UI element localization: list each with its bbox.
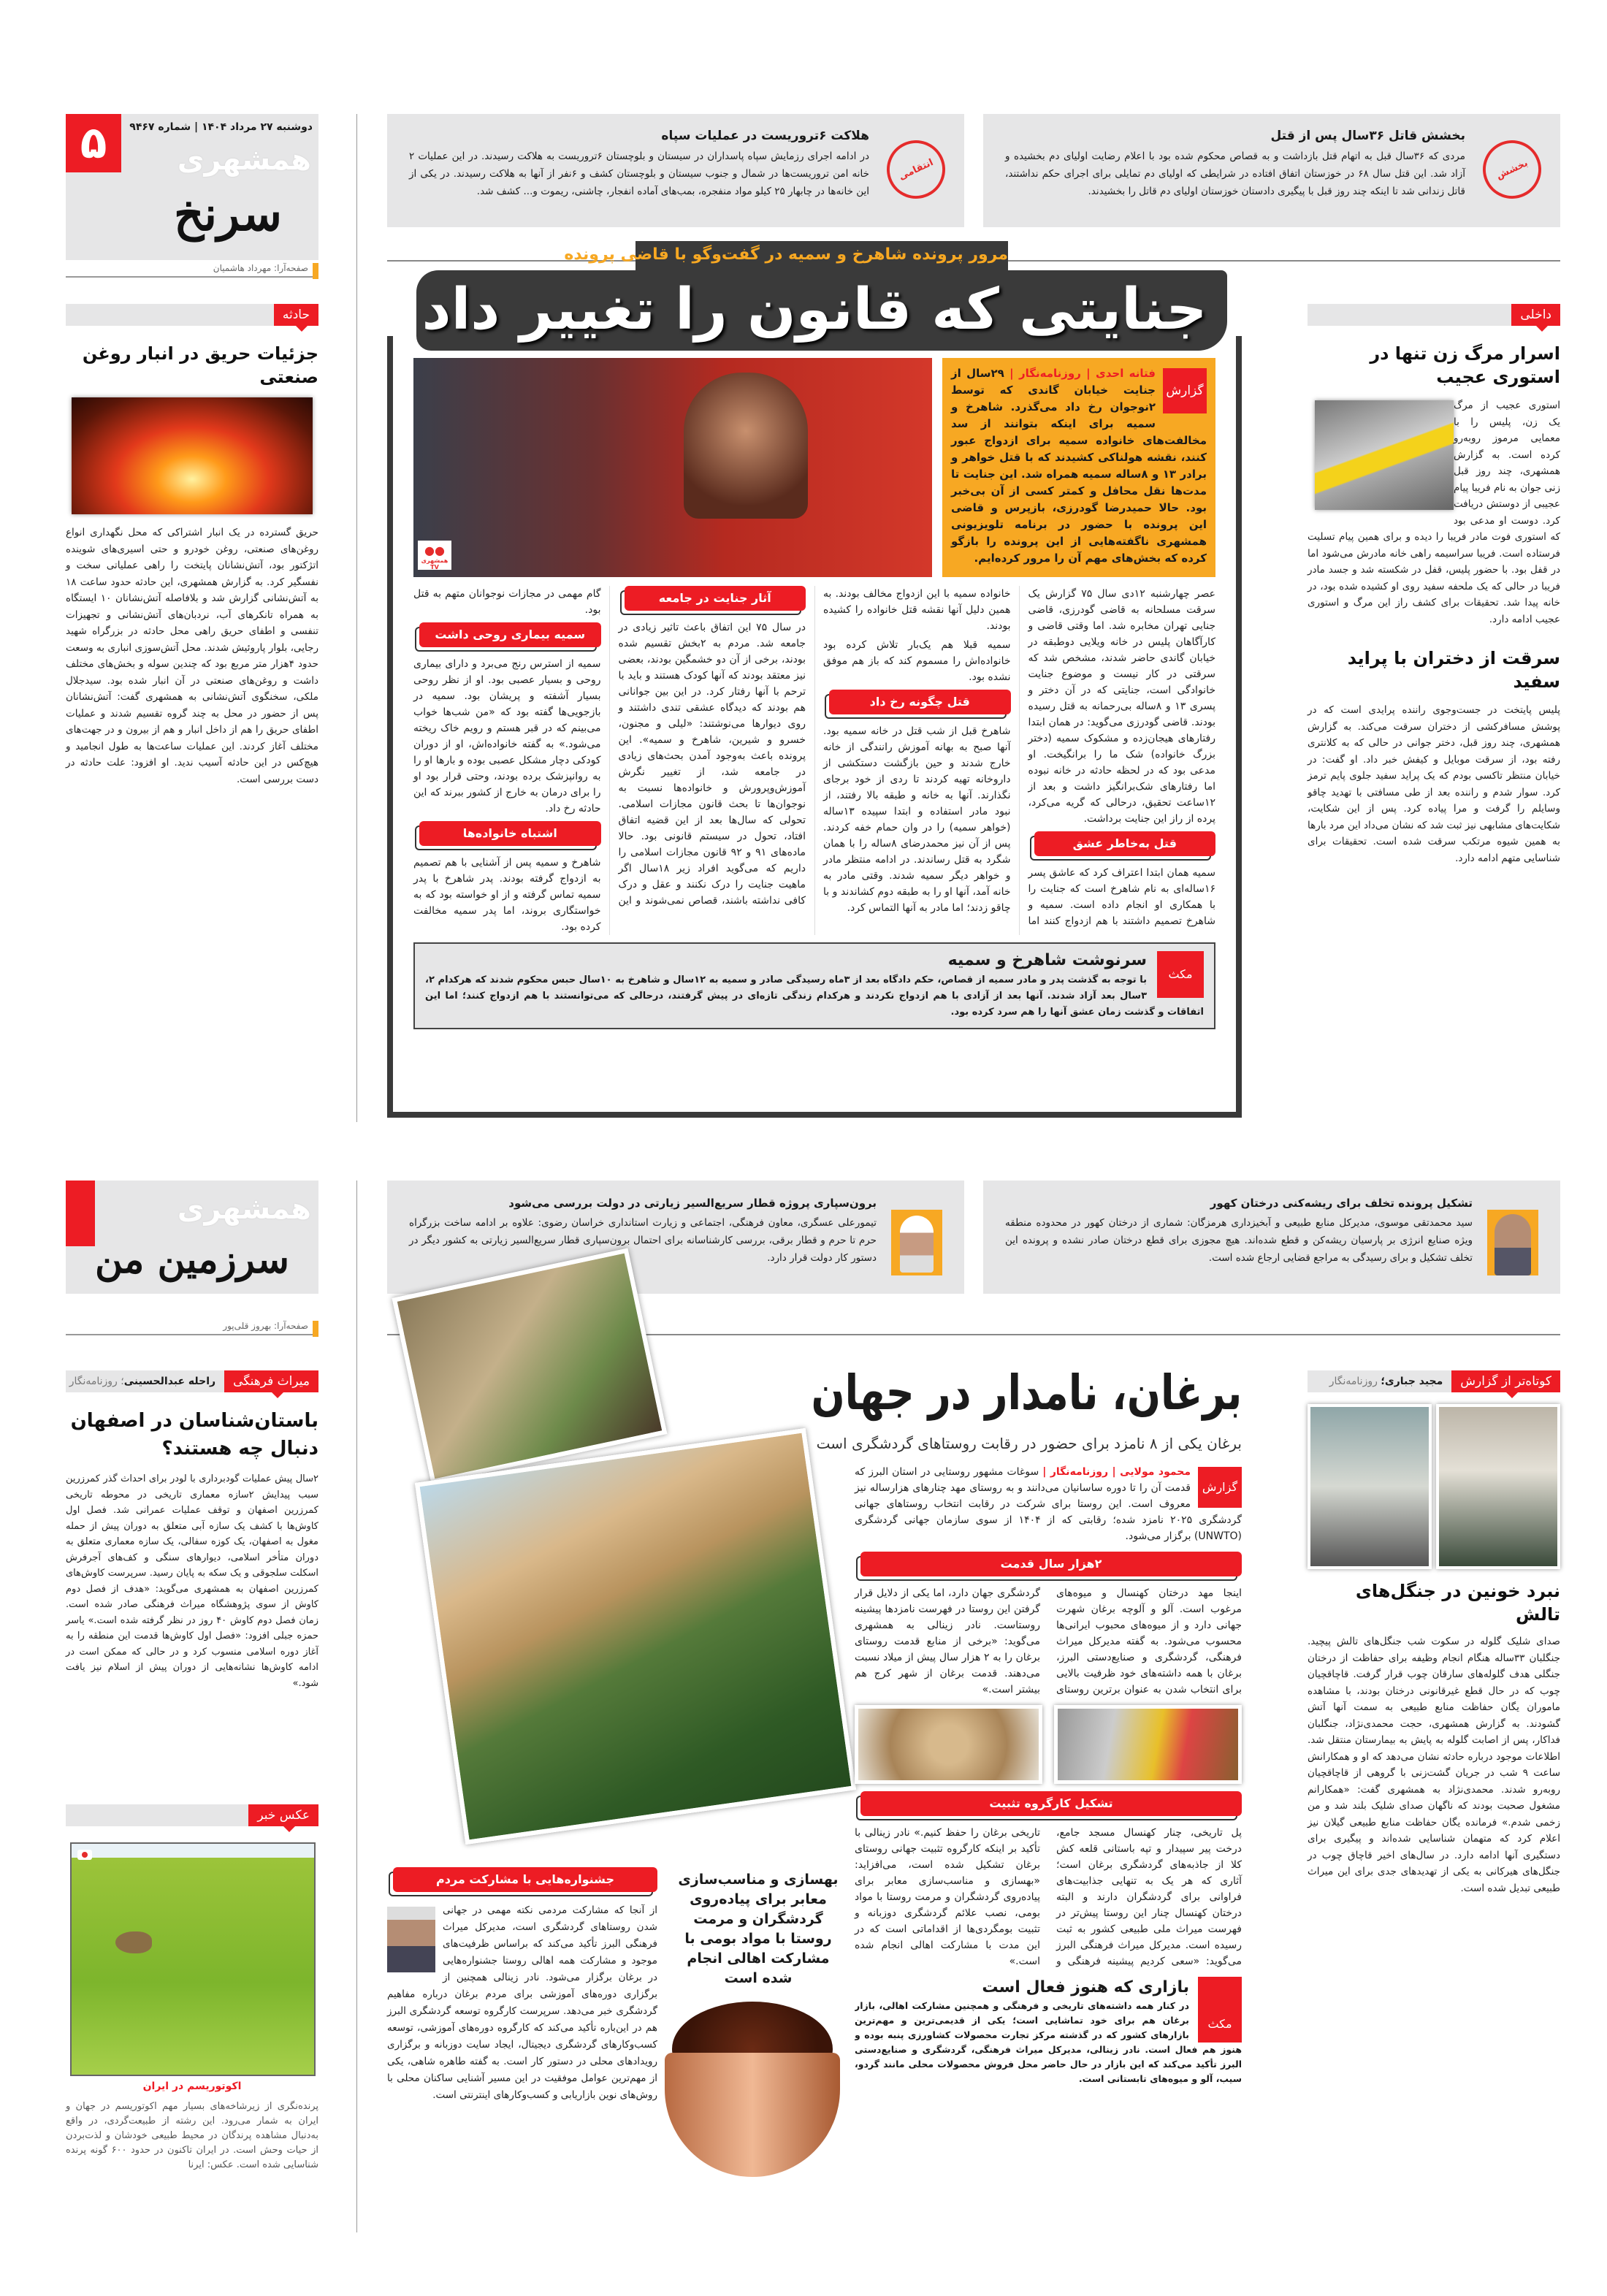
kicker: مرور پرونده شاهرخ و سمیه در گفت‌وگو با قاضی پرونده xyxy=(564,245,1008,264)
brief-text: مردی که ۳۶سال قبل به اتهام قتل بازداشت و به قصاص محکوم شده بود با اعلام رضایت اولیای دم بخشیده و آزاد شد. این قتل سال ۶۸ در خوزستان اتفاق افتاده در شرایطی که اولیای دم تمایلی برای اجرای حکم نداشتند، قاتل زندانی شد تا اینکه چند روز قبل با پیگیری دادستان خوزستان اولیای دم قاتل را بخشیدند. xyxy=(1005,150,1465,197)
section-bar xyxy=(66,304,318,326)
section-logo: سرزمین من xyxy=(94,1237,289,1282)
headline-story: اسرار مرگ زن تنها در استوری عجیب xyxy=(1370,343,1560,387)
borghan-village-photo xyxy=(415,1428,856,1845)
festivals-column xyxy=(387,1867,657,2104)
page-number: ۵ xyxy=(66,114,121,172)
section-logo: سرنخ xyxy=(173,187,282,242)
section-label-heritage: میراث فرهنگی xyxy=(224,1370,318,1392)
byline: راحله عبدالحسینی؛ روزنامه‌نگار xyxy=(69,1376,216,1387)
subhead: اشتباه خانواده‌ها xyxy=(419,821,601,846)
official-photo xyxy=(1487,1210,1538,1275)
section-bar xyxy=(1308,1370,1560,1392)
box-text: با توجه به گذشت پدر و مادر سمیه از قصاص، حکم دادگاه بعد از ۳ماه رسیدگی صادر و سمیه به ۱۲سال و شاهرخ به ۱۰سال حبس محکوم شدند که هرکدام ۲، ۳سال بعد آزاد شدند. آنها بعد از آزادی با هم ازدواج نکردند و هرکدام زندگی تازه‌ای در پیش گرفتند، درحالی که می‌توانستند با هم ازدواج کنند؛ اما این اتفاقات و گذشت زمان عشق آنها را هم سرد کرده بود. xyxy=(425,975,1204,1018)
subhead: قتل به‌خاطر عشق xyxy=(1034,831,1216,856)
history-text: اینجا مهد درختان کهنسال و میوه‌های مرغوب است. آلو و آلوچه برغان شهرت جهانی دارد و از میوه‌های محبوب ایرانی‌ها محسوب می‌شود. به گفته مدیرکل میراث فرهنگی، گردشگری و صنایع‌دستی البرز، برغان با همه داشته‌های خود ظرفیت بالایی برای انتخاب شدن به عنوان برترین روستای گردشگری جهان دارد، اما یکی از دلایل قرار گرفتن این روستا در فهرست نامزدها پیشینه روستاست. نادر زینالی به همشهری می‌گوید: «برخی از منابع قدمت روستای برغان را به ۲ هزار سال پیش از میلاد نسبت می‌دهند. قدمت برغان از شهر کرج هم بیشتر است.» xyxy=(855,1587,1242,1696)
lead-label: گزارش xyxy=(1163,368,1207,413)
section-label-domestic: داخلی xyxy=(1511,304,1560,326)
official-photo xyxy=(891,1210,942,1275)
interview-photo xyxy=(413,358,932,577)
main-headline: جنایتی که قانون را تغییر داد xyxy=(421,277,1207,343)
column-divider xyxy=(356,1181,357,2232)
bird-meadow-photo xyxy=(70,1842,316,2076)
fate-box xyxy=(413,942,1215,1029)
borghan-flow xyxy=(855,1464,1242,2086)
main-story-flow xyxy=(413,586,1215,1029)
pull-quote: بهسازی و مناسب‌سازی معابر برای پیاده‌روی گردشگران و مرمت روستا با مواد بومی با مشارکت اهالی انجام شده است xyxy=(678,1872,839,1986)
brief-title: هلاکت ۶تروریست در عملیات سپاه xyxy=(661,129,869,143)
box-text: در کنار همه داشته‌های تاریخی و فرهنگی و همچنین مشارکت اهالی، بازار برغان هم برای خود تماشایی است؛ یکی از قدیمی‌ترین و مهم‌ترین بازارهای کشور که در گذشته مرکز تجارت محصولات کشاورزی پنبه بوده و هنوز هم فعال است. نادر زینالی، مدیرکل میراث فرهنگی، گردشگری و صنایع‌دستی البرز تأکید می‌کند که این بازار در حال حاضر محل فروش محصولات محلی مانند گردو، سیب، آلو و میوه‌های تابستانی است. xyxy=(855,2000,1242,2084)
designer-credit xyxy=(66,1321,318,1335)
masthead-bottom xyxy=(66,1181,318,1294)
brief-box xyxy=(983,1181,1560,1294)
masthead-top xyxy=(66,114,318,260)
borghan-lead xyxy=(855,1464,1242,1544)
caption-text: پرنده‌نگری از زیرشاخه‌های بسیار مهم اکوتوریسم در جهان و ایران به شمار می‌رود. این رشته از طبیعت‌گردی، در واقع به‌دنبال مشاهده پرندگان در محیط طبیعی خودشان و لذت‌بردن از حیات وحش است. در ایران تاکنون در حدود ۶۰۰ گونه پرنده شناسایی شده است. عکس: ایرنا xyxy=(66,2101,318,2170)
stamp-icon: انتقامی xyxy=(877,131,955,208)
subhead-history: ۲هزار سال قدمت xyxy=(860,1552,1242,1576)
section-label-photo-news: عکس خبر xyxy=(248,1804,318,1826)
photo-row xyxy=(1308,1404,1560,1569)
main-story-body xyxy=(413,586,1215,935)
headline-talesh: نبرد خونین در جنگل‌های تالش xyxy=(1355,1581,1560,1625)
date-line: دوشنبه ۲۷ مرداد ۱۴۰۴ | شماره ۹۴۶۷ xyxy=(129,121,313,133)
section-bar xyxy=(66,1804,318,1826)
headline-fire: جزئیات حریق در انبار روغن صنعتی xyxy=(82,343,318,387)
box-label: مکث xyxy=(1157,951,1204,998)
fire-text: حریق گسترده در یک انبار اشتراکی که محل نگهداری انواع روغن‌های صنعتی، روغن خودرو و حتی اسیری‌های شوینده اتژکتور بود، آتش‌نشانان پایتخت را راهی عملیاتی سخت و نفسگیر کرد. به گزارش همشهری، این حادثه حدود ساعت ۱۸ به آتش‌نشانی گزارش شد و بلافاصله آتش‌نشانان ۱۰ ایستگاه به همراه تانکرهای آب، نردبان‌های آتش‌نشانی و تجهیزات تنفسی و اطفای حریق راهی محل حادثه در بزرگراه شهید رجایی، بلوار پاروئیش شدند. محل آتش‌سوزی انباری به وسعت حدود ۴هزار متر مربع بود که چندین سوله و بخش‌های مختلف داشت و روغن‌های صنعتی در آن انبار شده بود. سیدجلال ملکی، سخنگوی آتش‌نشانی به همشهری گفت: آتش‌نشانان پس از حضور در محل به چند گروه تقسیم شدند و عملیات اطفای حریق را هم از داخل انبار و هم از بیرون و در جهت‌های مختلف آغاز کردند. این عملیات ساعت‌ها به طول انجامید و هیچ‌کس در این حادثه آسیب ندید. او افزود: علت حادثه در دست بررسی است. xyxy=(66,527,319,785)
portrait-image xyxy=(684,373,808,519)
photo-row xyxy=(855,1705,1242,1784)
brief-report-column xyxy=(1308,1370,1560,1896)
working-group-text: پل تاریخی، چنار کهنسال مسجد جامع، درخت پیر سپیدار و تپه باستانی قلعه کش کلا از جاذبه‌های گردشگری برغان است؛ آثاری که هر یک به تنهایی جذابیت‌های فراوانی برای گردشگران دارند و البته درختان کهنسال چنار این روستا پیش‌تر در فهرست میراث ملی طبیعی کشور به ثبت رسیده است. مدیرکل میراث فرهنگی البرز می‌گوید: «سعی کردیم پیشینه فرهنگی و تاریخی برغان را حفظ کنیم.» نادر زینالی با تأکید بر اینکه کارگروه تثبیت جهانی روستای برغان تشکیل شده است، می‌افزاید: «بهسازی و مناسب‌سازی معابر برای پیاده‌روی گردشگران و مرمت روستا با مواد بومی، نصب علائم گردشگری دوزبانه و تثبیت بومگردی‌ها از اقداماتی است که در این مدت با مشارکت اهالی انجام شده است.» xyxy=(855,1827,1242,1967)
paragraph: سمیه از استرس رنج می‌برد و دارای بیماری روحی و بسیار عصبی بود. او از نظر روحی بسیار آشفته و پریشان بود. سمیه در بازجویی‌ها گفته بود که «من شب‌ها خواب می‌بینم که در قبر هستم و رویم خاک ریخته می‌شود.» به گفته خانواده‌اش، او از دوران کودکی دچار مشکل عصبی بوده و بارها او را به روانپزشک برده بودند، وحتی قرار بود او را برای درمان به خارج از کشور ببرند که این حادثه رخ داد. xyxy=(413,658,601,815)
brief-text: در ادامه اجرای رزمایش سپاه پاسداران در سیستان و بلوچستان ۶تروریست به هلاکت رسیدند. در این عملیات ۲ خانه امن تروریست‌ها در شمال و جنوب سیستان و بلوچستان کشف و ۶نفر از آنها به هلاکت رسیدند. در یکی از این خانه‌ها در چابهار ۲۵ کیلو مواد منفجره، بمب‌های آماده انفجار، چاشنی، ریموت و... کشف شد. xyxy=(409,150,870,197)
police-tape-photo xyxy=(1315,400,1454,510)
brief-title: برون‌سپاری پروژه قطار سریع‌السیر زیارتی در دولت بررسی می‌شود xyxy=(508,1197,877,1210)
heritage-column xyxy=(66,1370,318,1691)
paper-logo: همشهری xyxy=(177,143,311,177)
brief-box xyxy=(387,1181,964,1294)
byline: مجید جباری؛ روزنامه‌نگار xyxy=(1329,1376,1443,1387)
forest-guard-photo xyxy=(1436,1404,1560,1569)
story-text xyxy=(1308,397,1560,628)
brief-box xyxy=(387,114,964,227)
paragraph: سمیه همان ابتدا اعتراف کرد که عاشق پسر ۱۶ساله‌ای به نام شاهرخ است که جنایت را با همکاری او انجام داده است. سمیه و شاهرخ تصمیم داشتند با هم ازدواج کنند اما خانواده سمیه با این ازدواج مخالف بودند. به همین دلیل آنها نقشه قتل خانواده را کشیده بودند. xyxy=(823,588,1215,927)
hospital-photo xyxy=(1308,1404,1432,1569)
paper-logo: همشهری xyxy=(177,1192,311,1226)
subhead: آثار جنایت در جامعه xyxy=(625,586,806,611)
official-photo xyxy=(387,1907,435,1972)
domestic-column xyxy=(1308,304,1560,866)
brief-title: تشکیل پرونده تخلف برای ریشه‌کنی درختان کهور xyxy=(1210,1197,1473,1210)
tv-logo: ●● همشهری TV xyxy=(418,541,451,570)
accident-column xyxy=(66,304,318,787)
festivals-text: از آنجا که مشارکت مردمی نکته مهمی در جهانی شدن روستاهای گردشگری است، مدیرکل میراث فرهنگی البرز تأکید می‌کند که براساس ظرفیت‌های موجود و مشارکت همه اهالی روستا جشنواره‌هایی در برغان برگزار می‌شود. نادر زینالی همچنین از برگزاری دوره‌های آموزشی برای مردم برغان درباره مفاهیم گردشگری خبر می‌دهد. سرپرست کارگروه توسعه گردشگری البرز هم در این‌باره تأکید می‌کند که کارگروه دوره‌های آموزشی، توسعه کسب‌وکارهای گردشگری دیجیتال، ایجاد سایت دوزبانه و برگزاری رویدادهای محلی در دستور کار است. به گفته طاهره شاهی، یکی از مهم‌ترین عوامل موفقیت در این مسیر آشنایی ساکنان محلی با روش‌های نوین بازاریابی و کسب‌وکارهای اینترنتی است. xyxy=(387,1904,657,2101)
brief-text: سید محمدتقی موسوی، مدیرکل منابع طبیعی و آبخیزداری هرمزگان: شماری از درختان کهور در محدوده منطقه ویژه صنایع انرژی بر پارسیان ریشه‌کن و قطع شده‌اند. هیچ مجوزی برای قطع درختان صادر نشده و پرونده این تخلف تشکیل و برای رسیدگی به مراجع قضایی ارجاع شده است. xyxy=(1005,1217,1473,1264)
archaeology-text: ۲سال پیش عملیات گودبرداری با لودر برای احداث گذر کمرزرین سبب پیدایش ۲سازه معماری تاریخی در محوطه تاریخی کمرزرین اصفهان و توقف عملیات عمرانی شد. فصل اول کاوش‌ها با کشف یک سازه آبی متعلق به دوران پیش از حمله مغول به اصفهان، یک کوزه سفالی، یک سازه معماری متعلق به دوران متأخر اسلامی، دیوارهای سنگی و کف‌های آجرفرش اسکلت سلجوقی و یک سکه به پایان رسید. سرپرست کاوش‌های کمرزرین اصفهان به همشهری می‌گوید: «هدف از فصل دوم کاوش از سوی پژوهشگاه میراث فرهنگی صادر شده است. زمان فصل دوم کاوش ۴۰ روز در نظر گرفته شده است.» یاسر حمزه جبلی افزود: «فصل اول کاوش‌ها قدمت این منطقه را به آغاز دوره اسلامی منسوب کرد و در حالی که ممکن است در ادامه کاوش‌ها نشانه‌هایی از دوران پیش از اسلام نیز یافت شود.» xyxy=(66,1473,319,1689)
lead-box xyxy=(942,358,1215,577)
subhead-working-group: تشکیل کارگروه تثبیت xyxy=(860,1791,1242,1816)
box-label: مکث xyxy=(1198,1977,1242,2043)
headline-banner xyxy=(387,241,1242,351)
section-bar xyxy=(66,1370,318,1392)
lead-label: گزارش xyxy=(1198,1467,1242,1508)
brief-title: بخشش قاتل ۳۶سال پس از قتل xyxy=(1270,129,1465,143)
bazaar-photo xyxy=(1054,1705,1242,1784)
dried-fruit-bowl-image xyxy=(657,2002,847,2184)
lead-text: سوغات مشهور روستایی در استان البرز که قدمت آن را تا دوره ساسانیان می‌دانند و به روستای مهد چنارهای هزارساله نیز معروف است. این روستا برای شرکت در رقابت انتخاب روستاهای جهانی گردشگری ۲۰۲۵ نامزد شده؛ رقابتی که از ۱۴۰۴ از سوی سازمان جهانی گردشگری (UNWTO) برگزار می‌شود. xyxy=(855,1466,1243,1542)
walnut-market-photo xyxy=(855,1705,1042,1784)
paragraph: شاهرخ قبل از شب قتل در خانه سمیه بود. آنها صبح به بهانه آموزش رانندگی از خانه خارج شدند و حین بازگشت دستکشی از داروخانه تهیه کردند تا ردی از خود برجای نگذارند. آنها به خانه و طبقه بالا رفتند، از نبود مادر استفاده و ابتدا سپیده ۱۳ساله (خواهر سمیه) را در وان حمام خفه کردند. پس از آن نیز محمدرضای ۸ساله را با همان شگرد به قتل رساندند. در ادامه منتظر مادر و خواهر دیگر سمیه شدند. وقتی مادر به خانه آمد، آنها او را به طبقه دوم کشاندند و با چاقو زدند؛ اما مادر به آنها التماس کرد. xyxy=(823,725,1011,914)
lead-text: ۲۹سال از جنایت خیابان گاندی که توسط ۲نوجوان رخ داد می‌گذرد. شاهرخ و سمیه برای اینکه بتوانند از سد مخالفت‌های خانواده سمیه برای ازدواج عبور کنند، نقشه هولناکی کشیدند که با قتل خواهر و برادر ۱۳ و ۸ساله سمیه همراه شد. این جنایت تا مدت‌ها نقل محافل و کمتر کسی از آن بی‌خبر بود. حالا حمیدرضا گودرزی، بازپرس و قاضی این پرونده با حضور در برنامه تلویزیونی همشهری ناگفته‌هایی از این پرونده را بازگو کرده که بخش‌های مهم آن را مرور کرده‌ایم. xyxy=(951,367,1207,565)
photo-news-column xyxy=(66,1804,318,1826)
section-label-brief-report: کوتاه‌تر از گزارش xyxy=(1451,1370,1560,1392)
headline-archaeology: باستان‌شناسان در اصفهان دنبال چه هستند؟ xyxy=(70,1410,318,1460)
section-label-accident: حادثه xyxy=(274,304,318,326)
subhead: سمیه بیماری روحی داشت xyxy=(419,622,601,647)
column-divider xyxy=(356,114,357,1122)
box-title: سرنوشت شاهرخ و سمیه xyxy=(947,951,1147,969)
borghan-headline: برغان، نامدار در جهان xyxy=(811,1365,1242,1421)
paragraph: سمیه قبلا هم یک‌بار تلاش کرده بود خانواده‌اش را مسموم کند که باز هم موفق نشده بود. xyxy=(823,639,1011,683)
byline: محمود مولایی | روزنامه‌نگار | xyxy=(1042,1466,1191,1478)
rec-icon xyxy=(77,1850,92,1860)
brief-box xyxy=(983,114,1560,227)
stamp-icon: بخشش xyxy=(1473,131,1551,208)
designer-credit xyxy=(66,263,318,278)
bird-image xyxy=(115,1931,152,1953)
paragraph: عصر چهارشنبه ۱۲دی سال ۷۵ گزارش یک سرقت مسلحانه به قاضی گودرزی، قاضی جنایی تهران مخابره شد. اما وقتی قاضی و کارآگاهان پلیس در خانه ویلایی دوطبقه در خیابان گاندی حاضر شدند، مشخص شد که سرقتی در کار نیست و موضوع جنایت خانوادگی است، جنایتی که در آن دختر و پسری ۱۳ و ۸ساله بی‌رحمانه به قتل رسیده بودند. قاضی گودرزی می‌گوید: در همان ابتدا رفتارهای هیجان‌زده و مشکوک سمیه (دختر بزرگ خانواده) شک ما را برانگیخت. او مدعی بود که در لحظه حادثه در خانه نبوده اما رفتارهای شک‌برانگیز داشت و بعد از ۱۲ساعت تحقیق، درحالی که گریه می‌کرد، پرده از راز این جنایت برداشت. xyxy=(1028,588,1215,825)
box-title: بازاری که هنوز فعال است xyxy=(982,1978,1189,1996)
market-box xyxy=(855,1977,1242,2086)
brief-text: تیمورعلی عسگری، معاون فرهنگی، اجتماعی و زیارت استانداری خراسان رضوی: علاوه بر ادامه ساخت بزرگراه حرم تا حرم و قطار برقی، بررسی کارشناسانه برای احتمال برون‌سپاری قطار سریع‌السیر زیارتی به کشور دیگر در دستور کار دولت قرار دارد. xyxy=(409,1217,877,1264)
designer-name: صفحه‌آرا: مهرداد هاشمیان xyxy=(210,263,308,273)
subhead-festivals: جشنواره‌هایی با مشارکت مردم xyxy=(393,1867,657,1892)
paragraph: شاهرخ و سمیه پس از آشنایی با هم تصمیم به ازدواج گرفته بودند. پدر شاهرخ با پدر سمیه تماس گرفته و از او خواسته بود که به خواستگاری بروند، اما پدر سمیه مخالفت کرده بود. xyxy=(413,857,601,933)
talesh-text: صدای شلیک گلوله در سکوت شب جنگل‌های تالش پیچید. جنگلبان ۳۳ساله هنگام انجام وظیفه برای حفاظت از درختان جنگلی هدف گلوله‌های سارقان چوب قرار گرفت. قاچاقچیان چوب که در حال قطع غیرقانونی درختان بودند، با مشاهده ماموران یگان حفاظت منابع طبیعی به سمت آنها آتش گشودند. به گزارش همشهری، حجت محمدی‌نژاد، جنگلبان فداکار، پس از اصابت گلوله به پایش به بیمارستان منتقل شد. اطلاعات موجود درباره حادثه نشان می‌دهد که او و همکارانش ساعت ۹ شب در جریان گشت‌زنی با گروهی از قاچاقچیان روبه‌رو شدند. محمدی‌نژاد به همشهری گفت: «همکارانم مشغول صحبت بودند که ناگهان صدای شلیک بلند شد و من زخمی شدم.» فرمانده یگان حفاظت منابع طبیعی گیلان نیز اعلام کرد که متهمان شناسایی شده‌اند و پیگیری برای دستگیری آنها ادامه دارد. در سال‌های اخیر قاچاق چوب در جنگل‌های هیرکانی به یکی از تهدیدهای جدی برای این میراث طبیعی تبدیل شده است. xyxy=(1308,1636,1561,1894)
designer-name: صفحه‌آرا: بهروز قلی‌پور xyxy=(220,1321,308,1331)
section-bar xyxy=(1308,304,1560,326)
fire-photo xyxy=(72,397,313,514)
headline-theft: سرقت از دختران با پراید سفید xyxy=(1347,648,1560,692)
byline: فتانه احدی | روزنامه‌نگار | xyxy=(1009,367,1156,380)
caption-title: اکوتوریسم در ایران xyxy=(142,2080,242,2092)
theft-text: پلیس پایتخت در جست‌وجوی راننده پرایدی است که در پوشش مسافرکشی از دختران سرقت می‌کند. به گزارش همشهری، چند روز قبل، دختر جوانی در حالی که به کلانتری رفته بود، از سرقت موبایل و کیفش خبر داد. او گفت: در خیابان منتظر تاکسی بودم که یک پراید سفید جلوی پایم ترمز کرد. سوار شدم و راننده بعد از طی مسافتی با تهدید چاقو وسایلم را گرفت و مرا پیاده کرد. پس از این شکایت، شکایت‌های مشابهی نیز ثبت شد که نشان می‌داد این مرد بارها به همین شیوه مرتکب سرقت شده است. تحقیقات برای شناسایی متهم ادامه دارد. xyxy=(1308,704,1560,864)
subhead: قتل چگونه رخ داد xyxy=(829,690,1011,714)
borghan-subtitle: برغان یکی از ۸ نامزد برای حضور در رقابت روستاهای گردشگری است xyxy=(816,1435,1242,1452)
paragraph: در سال ۷۵ این اتفاق باعث تاثیر زیادی در جامعه شد. مردم به ۲بخش تقسیم شده بودند، برخی از آن دو خشمگین بودند، بعضی نیز معتقد بودند که آنها کودک هستند و باید با ترحم با آنها رفتار کرد. در این بین جوانانی هم بودند که دیدگاه عشقی تندی داشتند و روی دیوارها می‌نوشتند: «لیلی و مجنون، خسرو و شیرین، شاهرخ و سمیه». این پرونده باعث به‌وجود آمدن بحث‌های زیادی در جامعه شد، از تغییر نگرش آموزش‌وپرورش و خانواده‌ها نسبت به نوجوان‌ها تا بحث قانون مجازات اسلامی. تحولی که سال‌ها بعد از این قضیه اتفاق افتاد، تحول در سیستم قانونی بود. حالا ماده‌های ۹۱ و ۹۲ قانون مجازات اسلامی را داریم که می‌گوید افراد زیر ۱۸سال اگر ماهیت جنایت را درک نکنند و عقل و درک کافی نداشته باشند، قصاص نمی‌شوند و این گام مهمی در مجازات نوجوانان متهم به قتل بود. xyxy=(413,588,806,907)
story-text-body: استوری عجیب از مرگ یک زن، پلیس را با معمایی مرموز روبه‌رو کرده است. به گزارش همشهری، چند روز قبل زنی جوان به نام فریبا پیام عجیبی از دوستش دریافت کرد. دوست او مدعی بود که استوری فوت مادر فریبا را دیده و برای همین پیام تسلیت فرستاده است. فریبا سراسیمه راهی خانه مادرش می‌شود اما در قفل بود. با حضور پلیس، قفل در شکسته شد و جسد مادر فریبا در حالی که یک ملحفه سفید روی او کشیده شده بود، در خانه پیدا شد. تحقیقات برای کشف راز این مرگ و استوری عجیب ادامه دارد. xyxy=(1308,400,1560,625)
